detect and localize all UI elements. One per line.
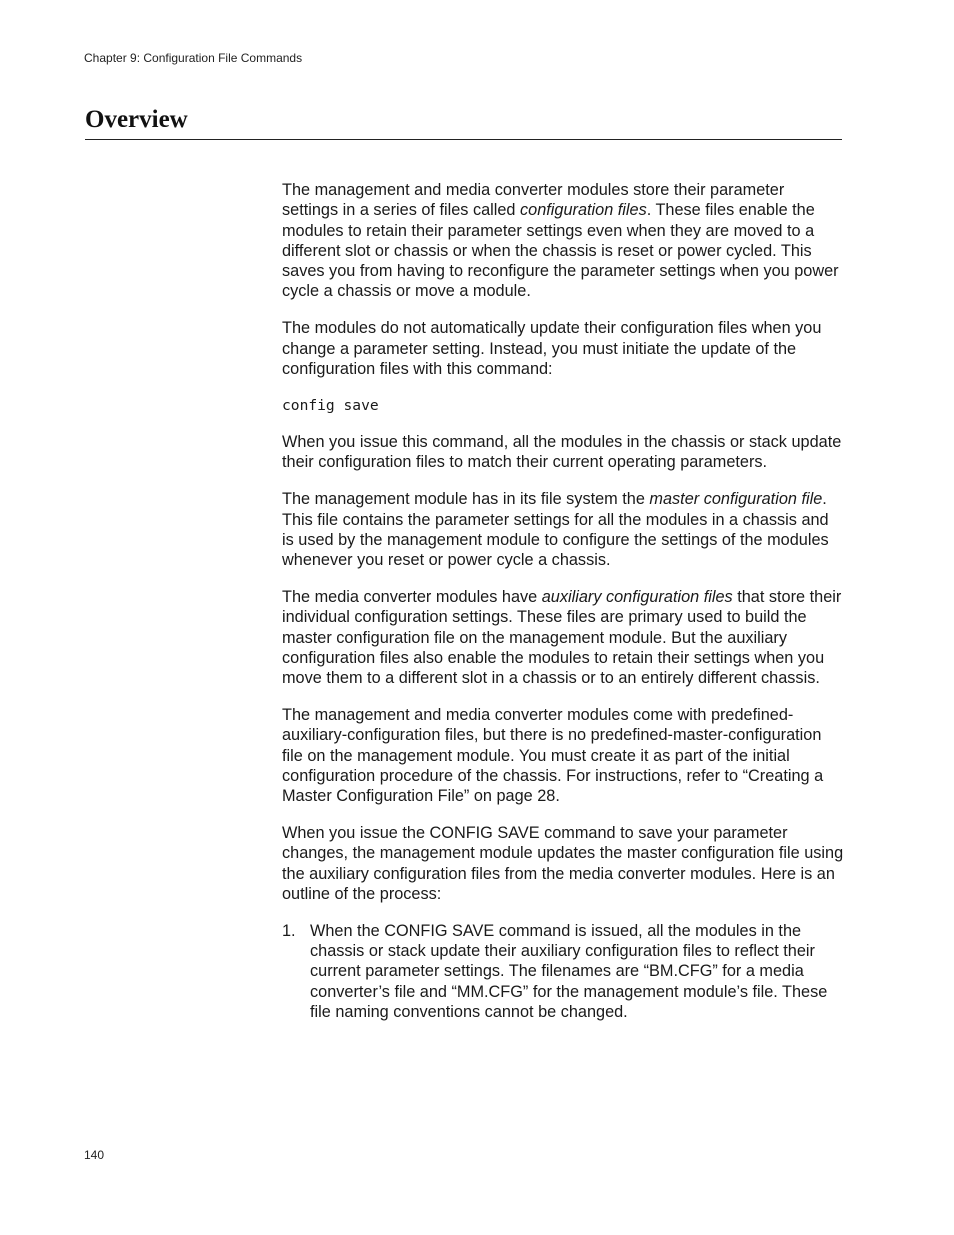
running-header: Chapter 9: Configuration File Commands bbox=[84, 51, 303, 65]
emphasis-term: configuration files bbox=[520, 201, 647, 220]
paragraph-master-config bbox=[282, 489, 844, 570]
process-steps bbox=[282, 921, 844, 1022]
paragraph-intro bbox=[282, 180, 844, 302]
page-number: 140 bbox=[84, 1148, 105, 1162]
text-run: . This file contains the parameter settings for all the modules in a chassis and is used by the management module to configure the settings of the modules whenever you reset or power cycle a chassis. bbox=[282, 490, 829, 570]
paragraph-update-note: The modules do not automatically update their configuration files when you change a parameter setting. Instead, you must initiate the update of the configuration files with this command: bbox=[282, 319, 822, 378]
title-rule bbox=[85, 139, 842, 140]
emphasis-term: auxiliary configuration files bbox=[541, 587, 733, 606]
text-run: The media converter modules have bbox=[282, 587, 542, 606]
paragraph-predefined-files: The management and media converter modules come with predefined-auxiliary-configuration files, but there is no predefined-master-configuration file on the management module. You must create it as part of the initial configuration procedure of the chassis. For instructions, refer to “Creating a Master Configuration File” on page 28. bbox=[282, 705, 824, 806]
command-example: config save bbox=[282, 396, 379, 414]
text-run: . These files enable the modules to retain their parameter settings even when they are moved to a different slot or chassis or when the chassis is reset or power cycled. This saves you from having to reconfigure the parameter settings when you power cycle a chassis or move a module. bbox=[282, 201, 839, 301]
text-run: that store their individual configuration settings. These files are primary used to build the master configuration file on the management module. But the auxiliary configuration files also enable the modules to retain their settings when you move them to a different slot in a chassis or to an entirely different chassis. bbox=[282, 587, 842, 688]
paragraph-process-intro: When you issue the CONFIG SAVE command to save your parameter changes, the management module updates the master configuration file using the auxiliary configuration files from the media converter modules. Here is an outline of the process: bbox=[282, 823, 844, 903]
emphasis-term: master configuration file bbox=[649, 490, 823, 509]
section-title: Overview bbox=[85, 106, 188, 133]
body-text bbox=[282, 180, 844, 1022]
paragraph-command-effect: When you issue this command, all the modules in the chassis or stack update their configuration files to match their current operating parameters. bbox=[282, 433, 842, 472]
paragraph-auxiliary-config bbox=[282, 587, 844, 688]
list-item bbox=[282, 921, 844, 1022]
step-number: 1. bbox=[282, 921, 296, 940]
step-text: When the CONFIG SAVE command is issued, all the modules in the chassis or stack update their auxiliary configuration files to reflect their current parameter settings. The filenames are “BM.CFG” for a media converter’s file and “MM.CFG” for the management module’s file. These file naming conventions cannot be changed. bbox=[310, 921, 828, 1021]
text-run: The management module has in its file system the bbox=[282, 490, 650, 509]
text-run: The management and media converter modules store their parameter settings in a series of files called bbox=[282, 181, 785, 220]
